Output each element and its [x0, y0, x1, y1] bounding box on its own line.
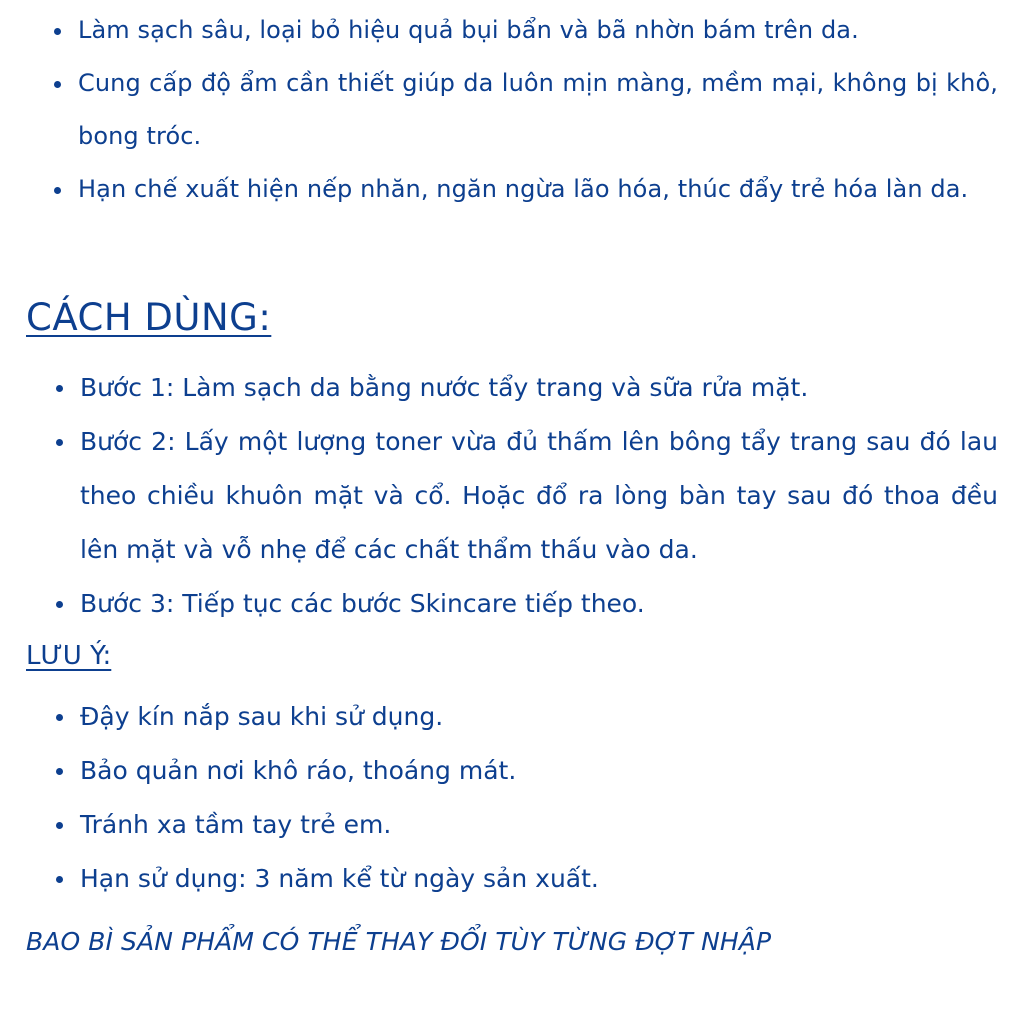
benefit-item: Làm sạch sâu, loại bỏ hiệu quả bụi bẩn và bã nhờn bám trên da.	[78, 4, 998, 57]
usage-step-item: Bước 3: Tiếp tục các bước Skincare tiếp theo.	[80, 577, 998, 631]
benefit-item: Cung cấp độ ẩm cần thiết giúp da luôn mịn màng, mềm mại, không bị khô, bong tróc.	[78, 57, 998, 163]
notes-list	[80, 690, 998, 906]
benefits-list	[78, 4, 998, 216]
benefit-item: Hạn chế xuất hiện nếp nhăn, ngăn ngừa lão hóa, thúc đẩy trẻ hóa làn da.	[78, 163, 998, 216]
packaging-disclaimer: BAO BÌ SẢN PHẨM CÓ THỂ THAY ĐỔI TÙY TỪNG ĐỢT NHẬP	[26, 927, 772, 956]
note-item: Đậy kín nắp sau khi sử dụng.	[80, 690, 998, 744]
note-item: Hạn sử dụng: 3 năm kể từ ngày sản xuất.	[80, 852, 998, 906]
usage-steps-list	[80, 361, 998, 631]
usage-heading: CÁCH DÙNG:	[26, 296, 272, 339]
usage-step-item: Bước 1: Làm sạch da bằng nước tẩy trang và sữa rửa mặt.	[80, 361, 998, 415]
usage-step-item: Bước 2: Lấy một lượng toner vừa đủ thấm lên bông tẩy trang sau đó lau theo chiều khuôn mặt và cổ. Hoặc đổ ra lòng bàn tay sau đó thoa đều lên mặt và vỗ nhẹ để các chất thẩm thấu vào da.	[80, 415, 998, 577]
notes-heading: LƯU Ý:	[26, 641, 112, 671]
note-item: Tránh xa tầm tay trẻ em.	[80, 798, 998, 852]
note-item: Bảo quản nơi khô ráo, thoáng mát.	[80, 744, 998, 798]
